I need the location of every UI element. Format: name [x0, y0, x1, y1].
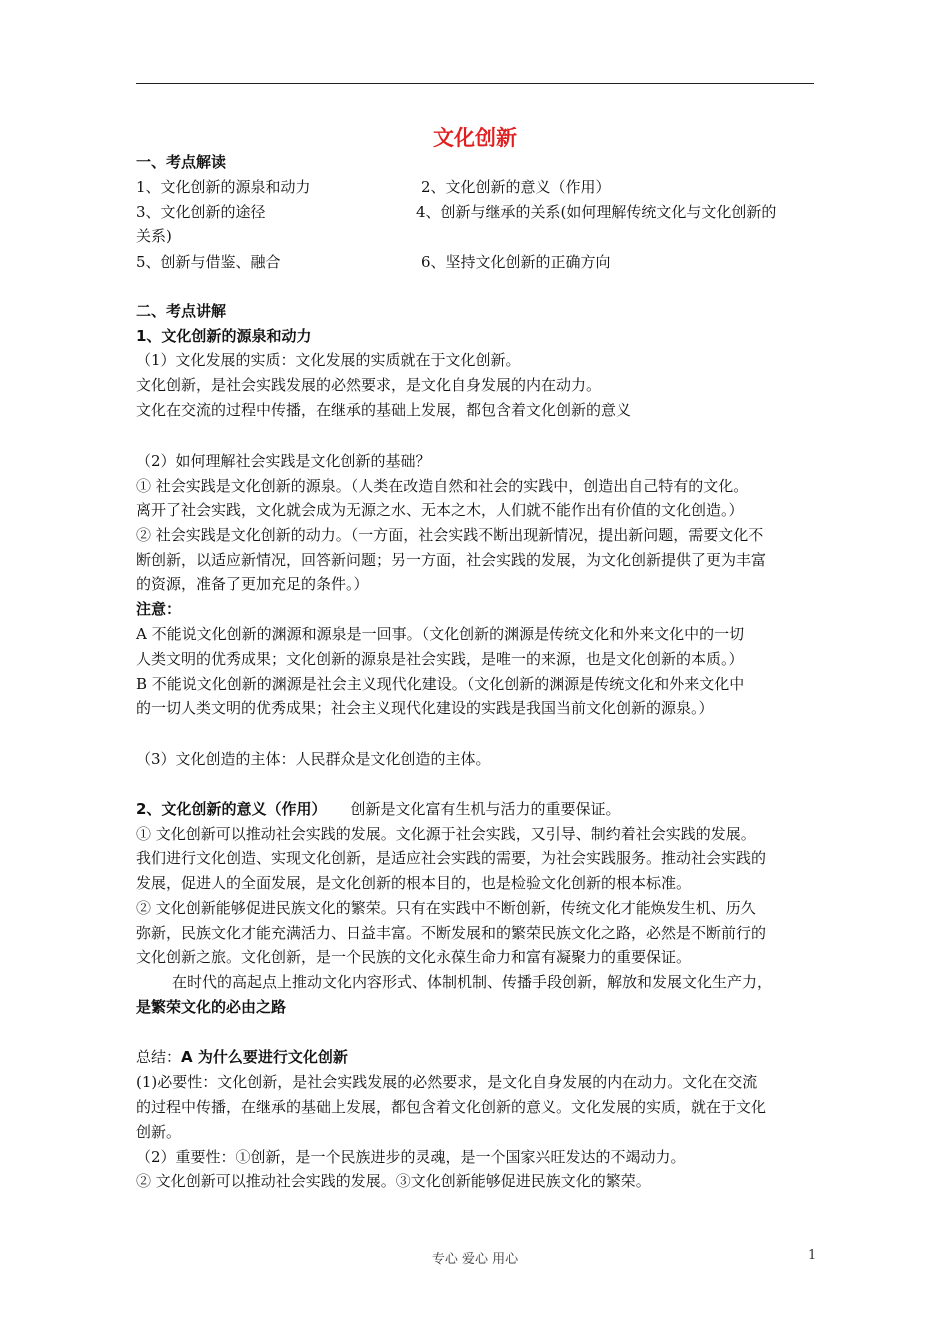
topic-item: 5、创新与借鉴、融合 — [136, 253, 281, 271]
subsection-heading-line — [136, 798, 816, 820]
footer-motto: 专心 爱心 用心 — [431, 1252, 519, 1267]
section2-heading: 二、考点讲解 — [136, 302, 227, 320]
paragraph-line: ② 文化创新能够促进民族文化的繁荣。只有在实践中不断创新，传统文化才能焕发生机、历久 — [136, 899, 756, 917]
subsection-tagline: 创新是文化富有生机与活力的重要保证。 — [350, 800, 621, 818]
paragraph-line: 在时代的高起点上推动文化内容形式、体制机制、传播手段创新，解放和发展文化生产力， — [172, 973, 773, 991]
summary-line: (1)必要性：文化创新，是社会实践发展的必然要求，是文化自身发展的内在动力。文化在交流 — [136, 1073, 758, 1091]
note-line: A 不能说文化创新的渊源和源泉是一回事。（文化创新的渊源是传统文化和外来文化中的一切 — [136, 625, 745, 643]
paragraph-line: 文化创新，是社会实践发展的必然要求，是文化自身发展的内在动力。 — [136, 376, 602, 394]
subsection-heading: 1、文化创新的源泉和动力 — [136, 327, 312, 345]
note-line: 人类文明的优秀成果；文化创新的源泉是社会实践，是唯一的来源，也是文化创新的本质。） — [136, 650, 744, 668]
paragraph-line: ① 社会实践是文化创新的源泉。（人类在改造自然和社会的实践中，创造出自己特有的文化。 — [136, 477, 749, 495]
note-line: B 不能说文化创新的渊源是社会主义现代化建设。（文化创新的渊源是传统文化和外来文化中 — [136, 675, 745, 693]
subsection-heading: 2、文化创新的意义（作用） — [136, 800, 327, 818]
paragraph-line: （2）如何理解社会实践是文化创新的基础？ — [136, 452, 431, 470]
topic-item: 关系) — [136, 227, 172, 245]
page-number: 1 — [808, 1248, 817, 1263]
topic-item: 6、坚持文化创新的正确方向 — [421, 253, 611, 271]
summary-heading-line — [136, 1046, 816, 1068]
paragraph-line: ① 文化创新可以推动社会实践的发展。文化源于社会实践，又引导、制约着社会实践的发展。 — [136, 825, 756, 843]
summary-prefix: 总结： — [136, 1048, 182, 1066]
topic-item: 3、文化创新的途径 — [136, 203, 266, 221]
topic-item: 2、文化创新的意义（作用） — [421, 178, 611, 196]
paragraph-line: ② 社会实践是文化创新的动力。（一方面，社会实践不断出现新情况，提出新问题，需要文化不 — [136, 526, 764, 544]
paragraph-line: （1）文化发展的实质：文化发展的实质就在于文化创新。 — [136, 351, 521, 369]
summary-line: 创新。 — [136, 1123, 182, 1141]
note-line: 的一切人类文明的优秀成果；社会主义现代化建设的实践是我国当前文化创新的源泉。） — [136, 699, 714, 717]
paragraph-line: 弥新，民族文化才能充满活力、日益丰富。不断发展和的繁荣民族文化之路，必然是不断前行的 — [136, 924, 767, 942]
paragraph-line: 文化在交流的过程中传播，在继承的基础上发展，都包含着文化创新的意义 — [136, 401, 632, 419]
paragraph-line: 发展，促进人的全面发展，是文化创新的根本目的，也是检验文化创新的根本标准。 — [136, 874, 692, 892]
paragraph-line: 是繁荣文化的必由之路 — [136, 998, 287, 1016]
paragraph-line: 我们进行文化创造、实现文化创新，是适应社会实践的需要，为社会实践服务。推动社会实践的 — [136, 849, 767, 867]
paragraph-line: 文化创新之旅。文化创新，是一个民族的文化永葆生命力和富有凝聚力的重要保证。 — [136, 948, 692, 966]
note-heading: 注意： — [136, 600, 182, 618]
summary-heading: A 为什么要进行文化创新 — [181, 1048, 348, 1066]
summary-line: ② 文化创新可以推动社会实践的发展。③文化创新能够促进民族文化的繁荣。 — [136, 1172, 651, 1190]
summary-line: 的过程中传播，在继承的基础上发展，都包含着文化创新的意义。文化发展的实质，就在于文化 — [136, 1098, 767, 1116]
paragraph-line: 的资源，准备了更加充足的条件。） — [136, 575, 369, 593]
page-title: 文化创新 — [433, 126, 517, 150]
paragraph-line: 断创新，以适应新情况，回答新问题；另一方面，社会实践的发展，为文化创新提供了更为丰富 — [136, 551, 767, 569]
header-rule — [136, 83, 814, 84]
topic-item: 4、创新与继承的关系(如何理解传统文化与文化创新的 — [416, 203, 777, 221]
section1-heading: 一、考点解读 — [136, 153, 227, 171]
topic-item: 1、文化创新的源泉和动力 — [136, 178, 311, 196]
summary-line: （2）重要性：①创新，是一个民族进步的灵魂，是一个国家兴旺发达的不竭动力。 — [136, 1148, 686, 1166]
paragraph-line: （3）文化创造的主体：人民群众是文化创造的主体。 — [136, 750, 491, 768]
paragraph-line: 离开了社会实践，文化就会成为无源之水、无本之木，人们就不能作出有价值的文化创造。） — [136, 501, 744, 519]
